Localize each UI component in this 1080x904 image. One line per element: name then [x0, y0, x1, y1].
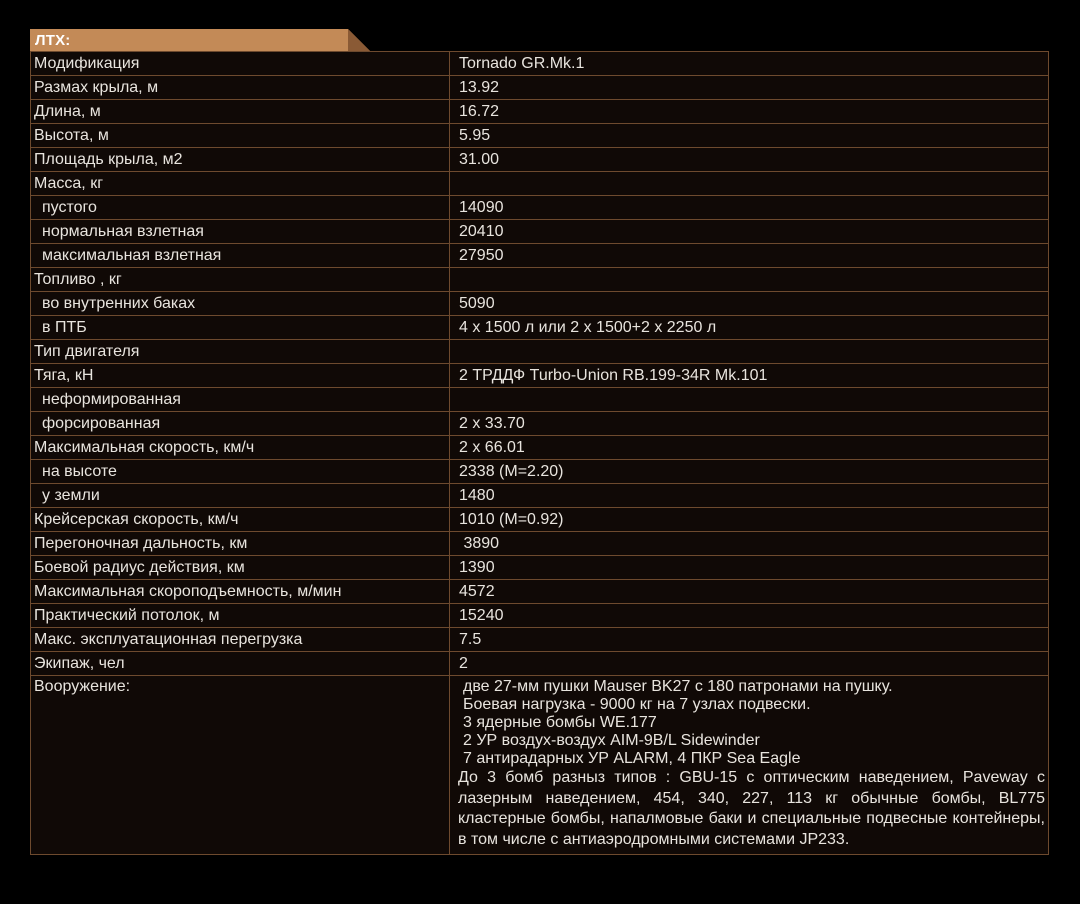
spec-value: 5.95 [450, 124, 1049, 148]
armament-label: Вооружение: [31, 676, 450, 855]
armament-line: Боевая нагрузка - 9000 кг на 7 узлах подвески. [463, 696, 811, 713]
spec-label: во внутренних баках [31, 292, 450, 316]
armament-line: 2 УР воздух-воздух AIM-9B/L Sidewinder [463, 732, 760, 749]
spec-label: Размах крыла, м [31, 76, 450, 100]
spec-row [31, 316, 1049, 340]
spec-label: Модификация [31, 52, 450, 76]
spec-label: Длина, м [31, 100, 450, 124]
spec-row [31, 484, 1049, 508]
spec-value: 13.92 [450, 76, 1049, 100]
spec-row [31, 220, 1049, 244]
spec-row [31, 268, 1049, 292]
spec-label: Практический потолок, м [31, 604, 450, 628]
section-tab-shape [30, 29, 370, 51]
spec-value: 31.00 [450, 148, 1049, 172]
spec-row [31, 604, 1049, 628]
spec-label: неформированная [31, 388, 450, 412]
spec-row [31, 52, 1049, 76]
spec-value: 15240 [450, 604, 1049, 628]
spec-value: 3890 [450, 532, 1049, 556]
spec-row [31, 556, 1049, 580]
spec-row [31, 196, 1049, 220]
armament-line: 7 антирадарных УР ALARM, 4 ПКР Sea Eagle [463, 750, 801, 767]
spec-row [31, 340, 1049, 364]
spec-label: пустого [31, 196, 450, 220]
armament-row [31, 676, 1049, 855]
spec-label: у земли [31, 484, 450, 508]
spec-row [31, 148, 1049, 172]
section-tab [30, 29, 370, 51]
specs-table [30, 51, 1049, 855]
armament-line: 3 ядерные бомбы WE.177 [463, 714, 657, 731]
armament-value [450, 676, 1049, 855]
spec-row [31, 388, 1049, 412]
spec-row [31, 100, 1049, 124]
spec-label: Тип двигателя [31, 340, 450, 364]
spec-label: нормальная взлетная [31, 220, 450, 244]
spec-row [31, 628, 1049, 652]
spec-label: Максимальная скороподъемность, м/мин [31, 580, 450, 604]
spec-value: 2 [450, 652, 1049, 676]
spec-row [31, 412, 1049, 436]
spec-row [31, 172, 1049, 196]
spec-value [450, 268, 1049, 292]
spec-value: Tornado GR.Mk.1 [450, 52, 1049, 76]
spec-row [31, 292, 1049, 316]
armament-paragraph: До 3 бомб разныз типов : GBU-15 с оптическим наведением, Paveway с лазерным наведением, 454, 340, 227, 113 кг обычные бомбы, BL775 кластерные бомбы, напалмовые баки и специальные подвесные контейнеры, в том числе с антиаэродромными системами JP233. [458, 769, 1045, 848]
spec-label: Макс. эксплуатационная перегрузка [31, 628, 450, 652]
spec-label: Боевой радиус действия, км [31, 556, 450, 580]
spec-label: Перегоночная дальность, км [31, 532, 450, 556]
spec-label: форсированная [31, 412, 450, 436]
spec-value: 16.72 [450, 100, 1049, 124]
spec-row [31, 460, 1049, 484]
spec-value: 4 х 1500 л или 2 х 1500+2 х 2250 л [450, 316, 1049, 340]
spec-label: Высота, м [31, 124, 450, 148]
section-tab-label: ЛТХ: [35, 32, 71, 49]
spec-label: Тяга, кН [31, 364, 450, 388]
spec-label: максимальная взлетная [31, 244, 450, 268]
spec-row [31, 124, 1049, 148]
spec-row [31, 532, 1049, 556]
spec-value: 1010 (М=0.92) [450, 508, 1049, 532]
spec-value: 4572 [450, 580, 1049, 604]
spec-label: Максимальная скорость, км/ч [31, 436, 450, 460]
spec-row [31, 436, 1049, 460]
spec-value [450, 340, 1049, 364]
spec-value [450, 172, 1049, 196]
spec-value: 2338 (М=2.20) [450, 460, 1049, 484]
spec-row [31, 652, 1049, 676]
spec-value: 5090 [450, 292, 1049, 316]
spec-label: на высоте [31, 460, 450, 484]
armament-line: две 27-мм пушки Mauser BK27 с 180 патронами на пушку. [463, 678, 893, 695]
spec-value: 1390 [450, 556, 1049, 580]
spec-row [31, 76, 1049, 100]
spec-label: в ПТБ [31, 316, 450, 340]
spec-label: Площадь крыла, м2 [31, 148, 450, 172]
spec-row [31, 508, 1049, 532]
spec-value: 7.5 [450, 628, 1049, 652]
spec-row [31, 244, 1049, 268]
spec-label: Топливо , кг [31, 268, 450, 292]
spec-value: 27950 [450, 244, 1049, 268]
spec-row [31, 364, 1049, 388]
spec-label: Экипаж, чел [31, 652, 450, 676]
spec-value: 14090 [450, 196, 1049, 220]
spec-value: 2 x 33.70 [450, 412, 1049, 436]
specs-table-body [31, 52, 1049, 855]
spec-label: Масса, кг [31, 172, 450, 196]
spec-label: Крейсерская скорость, км/ч [31, 508, 450, 532]
spec-value [450, 388, 1049, 412]
spec-value: 20410 [450, 220, 1049, 244]
spec-value: 2 ТРДДФ Turbo-Union RB.199-34R Mk.101 [450, 364, 1049, 388]
spec-value: 2 x 66.01 [450, 436, 1049, 460]
spec-value: 1480 [450, 484, 1049, 508]
spec-row [31, 580, 1049, 604]
